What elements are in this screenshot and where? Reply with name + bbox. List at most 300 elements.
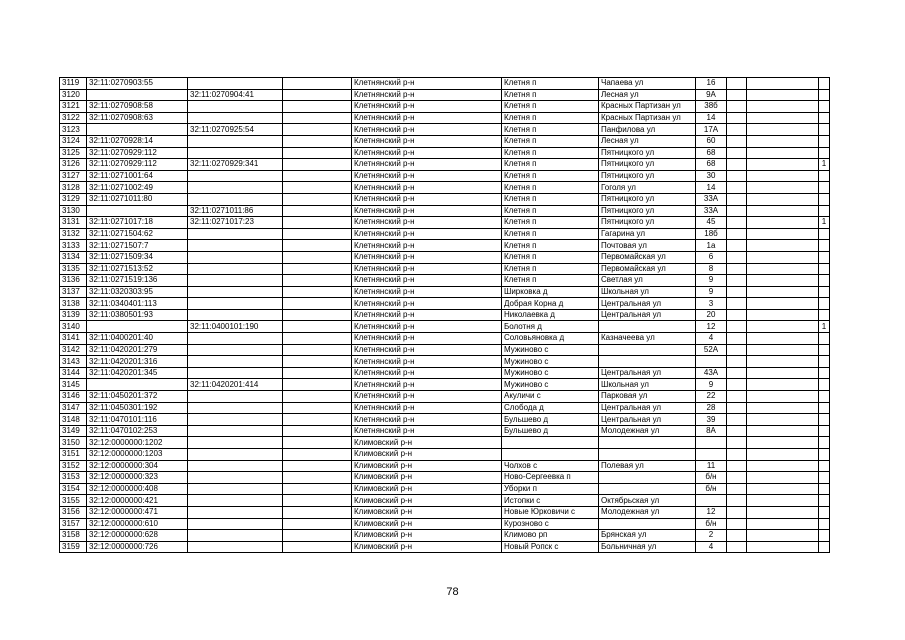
table-row (60, 472, 830, 484)
empty-cell (747, 240, 819, 252)
empty-cell (727, 483, 747, 495)
district: Клетнянский р-н (352, 414, 502, 426)
empty-cell (283, 228, 352, 240)
empty-cell (283, 321, 352, 333)
table-row (60, 518, 830, 530)
flag-value (819, 309, 830, 321)
street: Пятницкого ул (599, 205, 696, 217)
empty-cell (283, 437, 352, 449)
cadastral-number: 32:11:0470102:253 (87, 425, 188, 437)
district: Климовский р-н (352, 495, 502, 507)
district: Клетнянский р-н (352, 135, 502, 147)
row-index: 3147 (60, 402, 87, 414)
street: Казначеева ул (599, 333, 696, 345)
street: Первомайская ул (599, 251, 696, 263)
house-number: 3 (696, 298, 727, 310)
street: Красных Партизан ул (599, 101, 696, 113)
house-number: 11 (696, 460, 727, 472)
table-row (60, 333, 830, 345)
row-index: 3120 (60, 89, 87, 101)
cadastral-number (87, 379, 188, 391)
district: Клетнянский р-н (352, 379, 502, 391)
cadastral-number-2: 32:11:0400101:190 (188, 321, 283, 333)
flag-value (819, 506, 830, 518)
empty-cell (747, 205, 819, 217)
house-number: б/н (696, 518, 727, 530)
district: Климовский р-н (352, 483, 502, 495)
empty-cell (727, 495, 747, 507)
street: Центральная ул (599, 402, 696, 414)
settlement: Клетня п (502, 263, 599, 275)
table-row (60, 251, 830, 263)
flag-value (819, 333, 830, 345)
empty-cell (747, 333, 819, 345)
empty-cell (727, 333, 747, 345)
house-number: 6 (696, 251, 727, 263)
table-row (60, 356, 830, 368)
district: Клетнянский р-н (352, 228, 502, 240)
empty-cell (727, 170, 747, 182)
settlement: Клетня п (502, 101, 599, 113)
cadastral-number: 32:11:0271519:136 (87, 275, 188, 287)
district: Клетнянский р-н (352, 112, 502, 124)
row-index: 3143 (60, 356, 87, 368)
settlement: Бульшево д (502, 425, 599, 437)
flag-value (819, 124, 830, 136)
empty-cell (727, 240, 747, 252)
empty-cell (747, 275, 819, 287)
cadastral-number-2 (188, 147, 283, 159)
district: Клетнянский р-н (352, 275, 502, 287)
settlement: Клетня п (502, 89, 599, 101)
flag-value (819, 147, 830, 159)
empty-cell (727, 391, 747, 403)
district: Клетнянский р-н (352, 193, 502, 205)
row-index: 3123 (60, 124, 87, 136)
empty-cell (283, 495, 352, 507)
cadastral-number-2 (188, 402, 283, 414)
street: Центральная ул (599, 309, 696, 321)
flag-value (819, 483, 830, 495)
flag-value (819, 530, 830, 542)
district: Климовский р-н (352, 437, 502, 449)
street (599, 321, 696, 333)
table-row (60, 414, 830, 426)
empty-cell (747, 449, 819, 461)
district: Клетнянский р-н (352, 298, 502, 310)
empty-cell (283, 483, 352, 495)
row-index: 3148 (60, 414, 87, 426)
settlement: Ново-Сергеевка п (502, 472, 599, 484)
empty-cell (747, 391, 819, 403)
cadastral-number-2 (188, 135, 283, 147)
empty-cell (747, 170, 819, 182)
table-row (60, 147, 830, 159)
row-index: 3139 (60, 309, 87, 321)
empty-cell (747, 228, 819, 240)
cadastral-number-2: 32:11:0270925:54 (188, 124, 283, 136)
settlement: Климово рп (502, 530, 599, 542)
house-number: 9 (696, 379, 727, 391)
house-number: 2 (696, 530, 727, 542)
house-number: 8 (696, 263, 727, 275)
district: Клетнянский р-н (352, 205, 502, 217)
district: Клетнянский р-н (352, 170, 502, 182)
empty-cell (283, 193, 352, 205)
house-number: 12 (696, 321, 727, 333)
district: Климовский р-н (352, 506, 502, 518)
table-row (60, 483, 830, 495)
empty-cell (747, 367, 819, 379)
cadastral-number: 32:11:0270928:14 (87, 135, 188, 147)
empty-cell (283, 518, 352, 530)
district: Клетнянский р-н (352, 286, 502, 298)
empty-cell (283, 240, 352, 252)
cadastral-number-2: 32:11:0420201:414 (188, 379, 283, 391)
cadastral-number: 32:11:0380501:93 (87, 309, 188, 321)
district: Климовский р-н (352, 541, 502, 553)
street: Гоголя ул (599, 182, 696, 194)
row-index: 3129 (60, 193, 87, 205)
district: Клетнянский р-н (352, 78, 502, 90)
settlement: Клетня п (502, 78, 599, 90)
house-number: 39 (696, 414, 727, 426)
empty-cell (747, 135, 819, 147)
cadastral-number: 32:11:0271513:52 (87, 263, 188, 275)
district: Климовский р-н (352, 518, 502, 530)
street (599, 437, 696, 449)
district: Клетнянский р-н (352, 217, 502, 229)
flag-value (819, 193, 830, 205)
empty-cell (283, 263, 352, 275)
settlement: Слобода д (502, 402, 599, 414)
flag-value (819, 298, 830, 310)
empty-cell (283, 298, 352, 310)
table-row (60, 309, 830, 321)
district: Клетнянский р-н (352, 367, 502, 379)
empty-cell (727, 205, 747, 217)
table-row (60, 124, 830, 136)
flag-value (819, 205, 830, 217)
cadastral-number-2: 32:11:0270929:341 (188, 159, 283, 171)
table-row (60, 344, 830, 356)
empty-cell (747, 472, 819, 484)
empty-cell (283, 101, 352, 113)
house-number: 9 (696, 286, 727, 298)
settlement: Клетня п (502, 147, 599, 159)
table-row (60, 78, 830, 90)
settlement (502, 449, 599, 461)
cadastral-number: 32:12:0000000:408 (87, 483, 188, 495)
district: Клетнянский р-н (352, 321, 502, 333)
row-index: 3121 (60, 101, 87, 113)
cadastral-number-2 (188, 483, 283, 495)
settlement: Клетня п (502, 182, 599, 194)
house-number: 33А (696, 205, 727, 217)
settlement: Клетня п (502, 170, 599, 182)
empty-cell (727, 518, 747, 530)
cadastral-number-2 (188, 112, 283, 124)
row-index: 3156 (60, 506, 87, 518)
district: Клетнянский р-н (352, 425, 502, 437)
cadastral-number: 32:11:0271011:80 (87, 193, 188, 205)
row-index: 3154 (60, 483, 87, 495)
house-number: 30 (696, 170, 727, 182)
flag-value (819, 414, 830, 426)
row-index: 3151 (60, 449, 87, 461)
row-index: 3125 (60, 147, 87, 159)
district: Климовский р-н (352, 472, 502, 484)
cadastral-number-2 (188, 356, 283, 368)
district: Клетнянский р-н (352, 402, 502, 414)
flag-value (819, 263, 830, 275)
cadastral-number: 32:11:0271001:64 (87, 170, 188, 182)
cadastral-number-2 (188, 228, 283, 240)
empty-cell (747, 344, 819, 356)
row-index: 3132 (60, 228, 87, 240)
empty-cell (283, 425, 352, 437)
empty-cell (727, 425, 747, 437)
district: Клетнянский р-н (352, 147, 502, 159)
cadastral-number-2 (188, 298, 283, 310)
cadastral-number: 32:11:0271002:49 (87, 182, 188, 194)
table-row (60, 379, 830, 391)
flag-value (819, 78, 830, 90)
empty-cell (727, 286, 747, 298)
empty-cell (747, 518, 819, 530)
cadastral-number: 32:12:0000000:471 (87, 506, 188, 518)
empty-cell (727, 228, 747, 240)
cadastral-number: 32:11:0271509:34 (87, 251, 188, 263)
street: Чапаева ул (599, 78, 696, 90)
empty-cell (283, 530, 352, 542)
empty-cell (747, 460, 819, 472)
district: Клетнянский р-н (352, 251, 502, 263)
empty-cell (283, 112, 352, 124)
empty-cell (747, 263, 819, 275)
street (599, 356, 696, 368)
settlement: Чолхов с (502, 460, 599, 472)
empty-cell (727, 275, 747, 287)
empty-cell (727, 541, 747, 553)
empty-cell (283, 217, 352, 229)
cadastral-number: 32:11:0420201:316 (87, 356, 188, 368)
flag-value (819, 541, 830, 553)
table-row (60, 402, 830, 414)
cadastral-number-2 (188, 367, 283, 379)
empty-cell (727, 159, 747, 171)
empty-cell (283, 205, 352, 217)
flag-value (819, 391, 830, 403)
cadastral-number-2: 32:11:0271017:23 (188, 217, 283, 229)
flag-value (819, 437, 830, 449)
empty-cell (727, 530, 747, 542)
flag-value (819, 89, 830, 101)
house-number: 43А (696, 367, 727, 379)
cadastral-number-2 (188, 460, 283, 472)
flag-value (819, 495, 830, 507)
row-index: 3145 (60, 379, 87, 391)
cadastral-number: 32:11:0270908:63 (87, 112, 188, 124)
empty-cell (727, 78, 747, 90)
house-number (696, 495, 727, 507)
empty-cell (727, 217, 747, 229)
house-number: 60 (696, 135, 727, 147)
row-index: 3140 (60, 321, 87, 333)
settlement: Курозново с (502, 518, 599, 530)
table-row (60, 182, 830, 194)
empty-cell (283, 414, 352, 426)
empty-cell (283, 182, 352, 194)
flag-value (819, 472, 830, 484)
flag-value: 1 (819, 321, 830, 333)
settlement: Николаевка д (502, 309, 599, 321)
street: Брянская ул (599, 530, 696, 542)
row-index: 3158 (60, 530, 87, 542)
district: Клетнянский р-н (352, 89, 502, 101)
cadastral-number: 32:12:0000000:1203 (87, 449, 188, 461)
empty-cell (727, 309, 747, 321)
district: Клетнянский р-н (352, 309, 502, 321)
empty-cell (283, 460, 352, 472)
street: Школьная ул (599, 286, 696, 298)
empty-cell (747, 425, 819, 437)
empty-cell (747, 541, 819, 553)
cadastral-number-2 (188, 309, 283, 321)
district: Климовский р-н (352, 460, 502, 472)
house-number: 16 (696, 78, 727, 90)
table-row (60, 89, 830, 101)
empty-cell (283, 170, 352, 182)
street: Школьная ул (599, 379, 696, 391)
empty-cell (727, 367, 747, 379)
cadastral-number-2 (188, 333, 283, 345)
empty-cell (283, 367, 352, 379)
empty-cell (283, 309, 352, 321)
empty-cell (727, 437, 747, 449)
empty-cell (727, 124, 747, 136)
empty-cell (283, 275, 352, 287)
cadastral-number: 32:11:0420201:345 (87, 367, 188, 379)
house-number: 9 (696, 275, 727, 287)
cadastral-number (87, 124, 188, 136)
house-number: 4 (696, 541, 727, 553)
street: Полевая ул (599, 460, 696, 472)
empty-cell (283, 391, 352, 403)
table-row (60, 101, 830, 113)
flag-value (819, 425, 830, 437)
flag-value: 1 (819, 217, 830, 229)
house-number: 68 (696, 147, 727, 159)
house-number: 52А (696, 344, 727, 356)
empty-cell (747, 251, 819, 263)
empty-cell (283, 449, 352, 461)
cadastral-number-2 (188, 414, 283, 426)
settlement: Соловьяновка д (502, 333, 599, 345)
street: Пятницкого ул (599, 170, 696, 182)
table-row (60, 367, 830, 379)
street (599, 449, 696, 461)
empty-cell (727, 251, 747, 263)
row-index: 3146 (60, 391, 87, 403)
empty-cell (283, 251, 352, 263)
empty-cell (727, 379, 747, 391)
empty-cell (283, 286, 352, 298)
empty-cell (747, 217, 819, 229)
cadastral-number: 32:12:0000000:304 (87, 460, 188, 472)
empty-cell (747, 101, 819, 113)
empty-cell (727, 472, 747, 484)
empty-cell (747, 506, 819, 518)
street: Молодежная ул (599, 425, 696, 437)
cadastral-number-2: 32:11:0271011:86 (188, 205, 283, 217)
street: Пятницкого ул (599, 193, 696, 205)
street: Лесная ул (599, 89, 696, 101)
row-index: 3144 (60, 367, 87, 379)
cadastral-number-2 (188, 251, 283, 263)
table-row (60, 217, 830, 229)
table-row (60, 135, 830, 147)
district: Клетнянский р-н (352, 344, 502, 356)
cadastral-number-2 (188, 78, 283, 90)
settlement: Истопки с (502, 495, 599, 507)
empty-cell (747, 298, 819, 310)
cadastral-number-2 (188, 541, 283, 553)
empty-cell (283, 506, 352, 518)
settlement: Мужиново с (502, 356, 599, 368)
cadastral-number: 32:11:0470101:116 (87, 414, 188, 426)
street: Пятницкого ул (599, 217, 696, 229)
cadastral-number: 32:12:0000000:726 (87, 541, 188, 553)
empty-cell (747, 495, 819, 507)
cadastral-number-2 (188, 240, 283, 252)
flag-value (819, 379, 830, 391)
house-number: 12 (696, 506, 727, 518)
settlement: Болотня д (502, 321, 599, 333)
empty-cell (727, 356, 747, 368)
flag-value (819, 101, 830, 113)
row-index: 3127 (60, 170, 87, 182)
street: Красных Партизан ул (599, 112, 696, 124)
cadastral-number-2 (188, 495, 283, 507)
house-number (696, 356, 727, 368)
empty-cell (747, 286, 819, 298)
flag-value (819, 112, 830, 124)
empty-cell (747, 89, 819, 101)
table-row (60, 286, 830, 298)
row-index: 3159 (60, 541, 87, 553)
empty-cell (727, 193, 747, 205)
table-row (60, 460, 830, 472)
cadastral-number: 32:11:0270908:58 (87, 101, 188, 113)
flag-value (819, 251, 830, 263)
cadastral-number: 32:11:0450201:372 (87, 391, 188, 403)
cadastral-number (87, 89, 188, 101)
cadastral-number (87, 321, 188, 333)
street: Октябрьская ул (599, 495, 696, 507)
flag-value (819, 182, 830, 194)
table-row (60, 321, 830, 333)
table-row (60, 228, 830, 240)
empty-cell (747, 356, 819, 368)
table-row (60, 437, 830, 449)
empty-cell (283, 147, 352, 159)
row-index: 3152 (60, 460, 87, 472)
empty-cell (727, 298, 747, 310)
district: Климовский р-н (352, 449, 502, 461)
street: Молодежная ул (599, 506, 696, 518)
cadastral-number-2 (188, 437, 283, 449)
